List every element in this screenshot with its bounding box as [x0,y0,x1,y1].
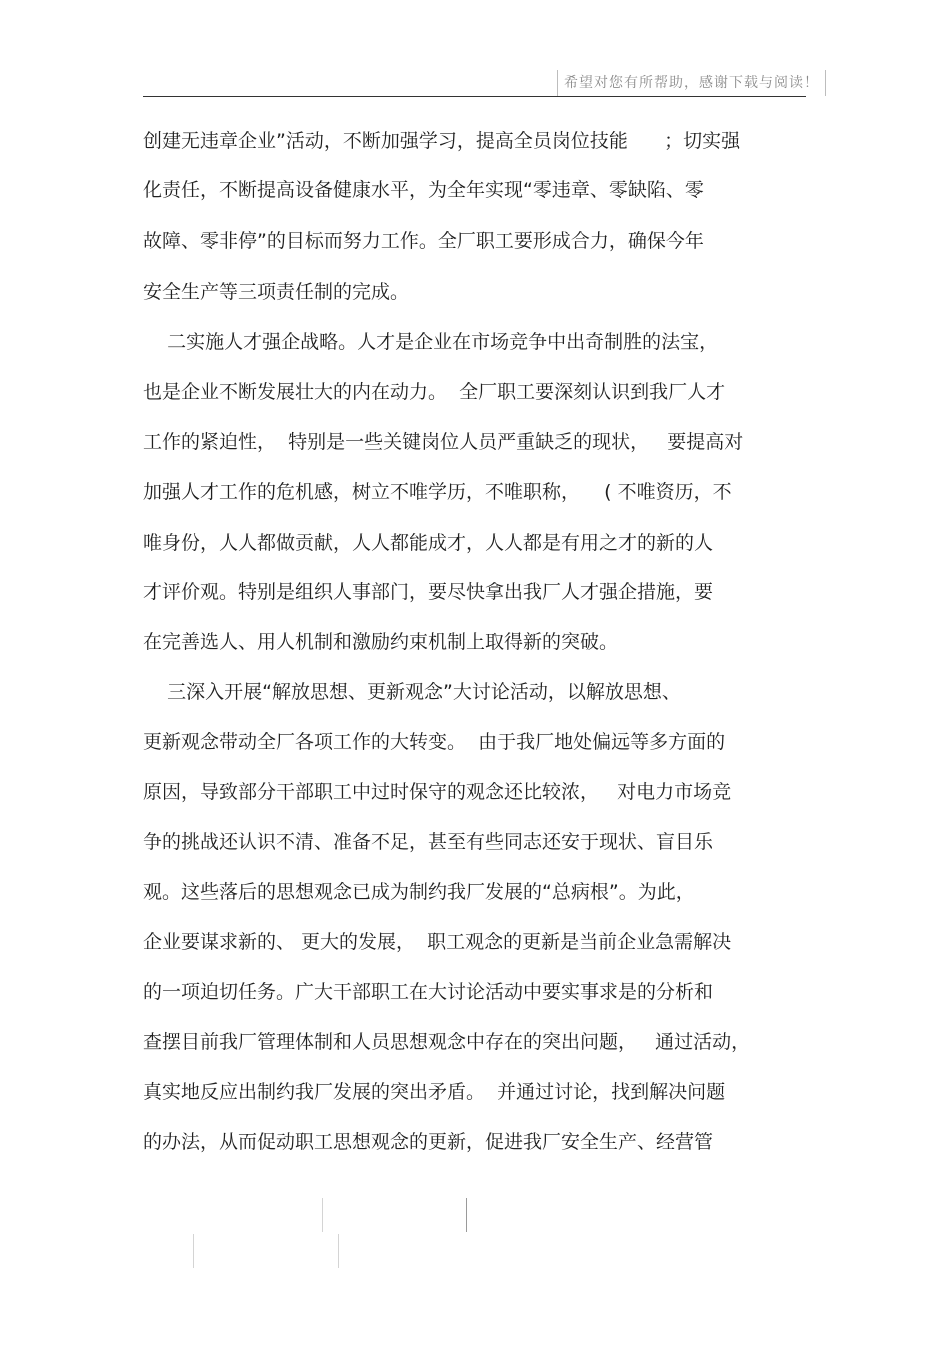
body-line: 三深入开展“解放思想、更新观念”大讨论活动，以解放思想、 [143,681,681,703]
header-note: 希望对您有所帮助，感谢下载与阅读！ [557,70,826,96]
body-line: 的办法，从而促动职工思想观念的更新，促进我厂安全生产、经营管 [143,1131,714,1153]
header-divider [143,96,806,97]
body-line: 安全生产等三项责任制的完成。 [143,281,410,303]
body-line: 也是企业不断发展壮大的内在动力。 全厂职工要深刻认识到我厂人才 [143,381,726,403]
table-rule-fragment [322,1198,323,1232]
body-line: 加强人才工作的危机感，树立不唯学历，不唯职称， ( 不唯资历，不 [143,481,732,503]
body-line: 唯身份，人人都做贡献，人人都能成才，人人都是有用之才的新的人 [143,532,714,554]
body-line: 原因，导致部分干部职工中过时保守的观念还比较浓， 对电力市场竞 [143,781,732,803]
body-line: 在完善选人、用人机制和激励约束机制上取得新的突破。 [143,631,619,653]
body-line: 争的挑战还认识不清、准备不足，甚至有些同志还安于现状、盲目乐 [143,831,714,853]
body-line: 查摆目前我厂管理体制和人员思想观念中存在的突出问题， 通过活动， [143,1031,751,1053]
body-line: 企业要谋求新的、 更大的发展， 职工观念的更新是当前企业急需解决 [143,931,732,953]
body-line: 真实地反应出制约我厂发展的突出矛盾。 并通过讨论，找到解决问题 [143,1081,726,1103]
table-rule-fragment [193,1234,194,1268]
body-line: 的一项迫切任务。广大干部职工在大讨论活动中要实事求是的分析和 [143,981,714,1003]
body-line: 创建无违章企业”活动，不断加强学习，提高全员岗位技能 ；切实强 [143,130,741,152]
body-line: 才评价观。特别是组织人事部门，要尽快拿出我厂人才强企措施，要 [143,581,714,603]
body-line: 二实施人才强企战略。人才是企业在市场竞争中出奇制胜的法宝， [143,331,719,353]
table-rule-fragment [466,1198,467,1232]
body-line: 工作的紧迫性， 特别是一些关键岗位人员严重缺乏的现状， 要提高对 [143,431,744,453]
body-line: 故障、零非停”的目标而努力工作。全厂职工要形成合力，确保今年 [143,230,704,252]
body-line: 观。这些落后的思想观念已成为制约我厂发展的“总病根”。为此， [143,881,695,903]
body-line: 化责任，不断提高设备健康水平，为全年实现“零违章、零缺陷、零 [143,179,704,201]
table-rule-fragment [338,1234,339,1268]
body-line: 更新观念带动全厂各项工作的大转变。 由于我厂地处偏远等多方面的 [143,731,726,753]
